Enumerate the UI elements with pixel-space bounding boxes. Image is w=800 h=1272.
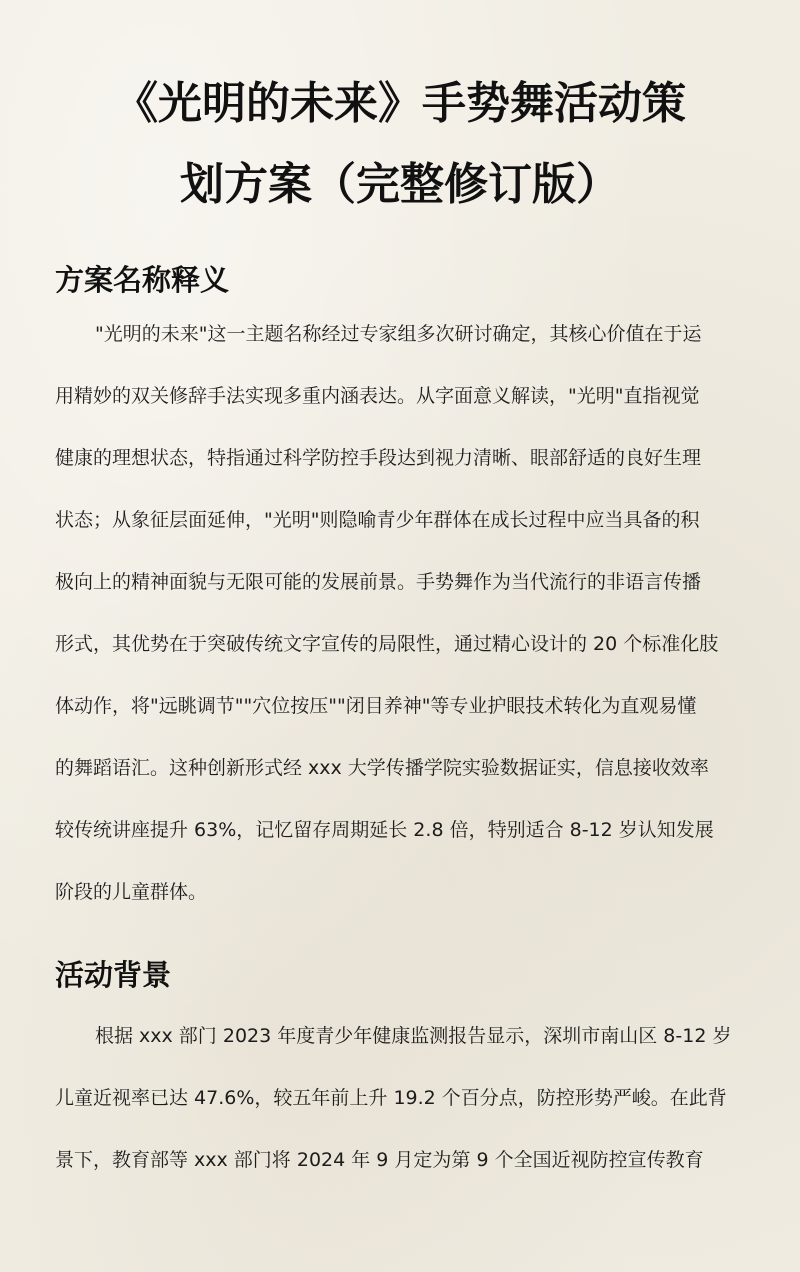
document-title-line-1: 《光明的未来》手势舞活动策 (114, 78, 686, 129)
paragraph-line: 景下，教育部等 xxx 部门将 2024 年 9 月定为第 9 个全国近视防控宣传教育 (55, 1149, 704, 1171)
paragraph-line: 阶段的儿童群体。 (55, 881, 208, 903)
paragraph-line: 健康的理想状态，特指通过科学防控手段达到视力清晰、眼部舒适的良好生理 (55, 447, 702, 469)
paragraph-line: 儿童近视率已达 47.6%，较五年前上升 19.2 个百分点，防控形势严峻。在此背 (55, 1087, 727, 1109)
paragraph-line: 的舞蹈语汇。这种创新形式经 xxx 大学传播学院实验数据证实，信息接收效率 (55, 757, 709, 779)
paragraph-line: 较传统讲座提升 63%，记忆留存周期延长 2.8 倍，特别适合 8-12 岁认知发展 (55, 819, 714, 841)
paragraph-line: 形式，其优势在于突破传统文字宣传的局限性，通过精心设计的 20 个标准化肢 (55, 633, 719, 655)
paragraph-line: 用精妙的双关修辞手法实现多重内涵表达。从字面意义解读，"光明"直指视觉 (55, 385, 700, 407)
section-heading-background: 活动背景 (55, 958, 172, 992)
paragraph-line: 根据 xxx 部门 2023 年度青少年健康监测报告显示，深圳市南山区 8-12 岁 (95, 1025, 732, 1047)
paragraph-line: 状态；从象征层面延伸，"光明"则隐喻青少年群体在成长过程中应当具备的积 (55, 509, 700, 531)
document-title-line-2: 划方案（完整修订版） (180, 159, 620, 210)
section-heading-name-explanation: 方案名称释义 (55, 263, 230, 297)
paragraph-line: 体动作，将"远眺调节""穴位按压""闭目养神"等专业护眼技术转化为直观易懂 (55, 695, 697, 717)
paragraph-line: "光明的未来"这一主题名称经过专家组多次研讨确定，其核心价值在于运 (95, 323, 702, 345)
paragraph-line: 极向上的精神面貌与无限可能的发展前景。手势舞作为当代流行的非语言传播 (55, 571, 702, 593)
